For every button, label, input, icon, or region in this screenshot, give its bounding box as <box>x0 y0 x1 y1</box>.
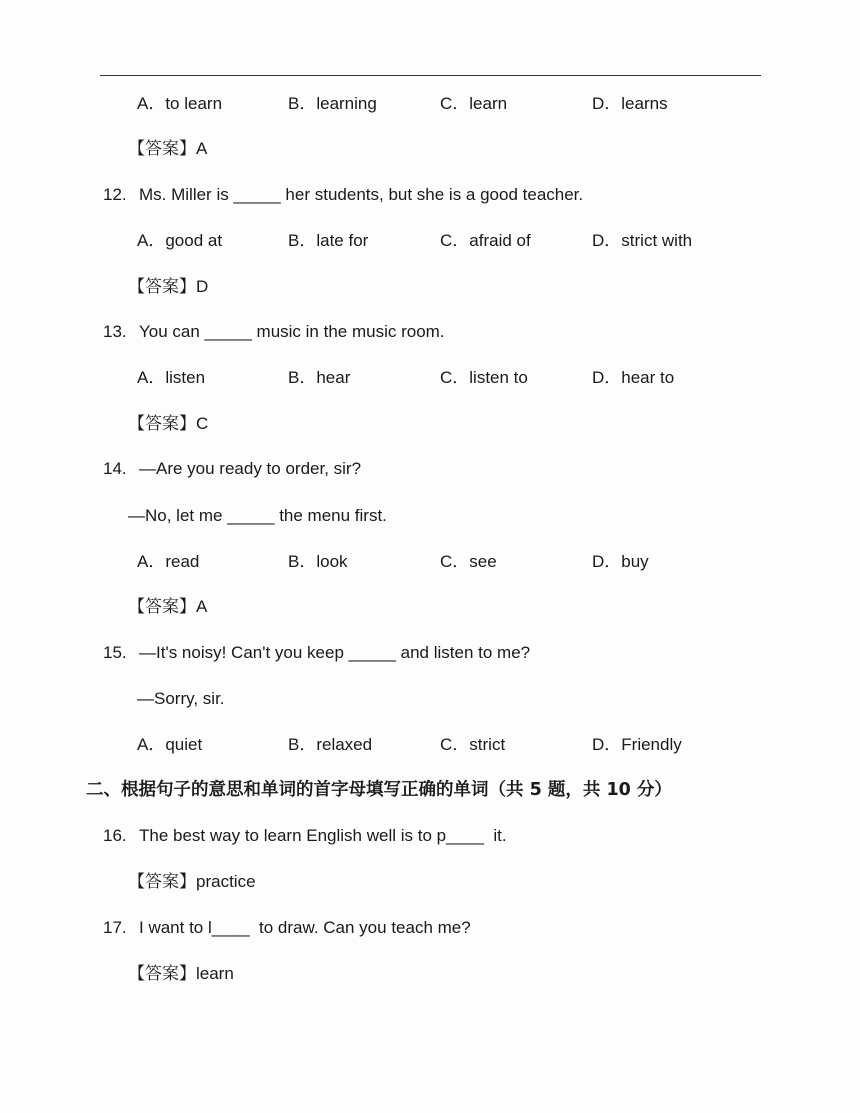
question-dialogue-line: —No, let me _____ the menu first. <box>128 506 387 525</box>
answer-value: D <box>196 277 209 296</box>
answer-value: practice <box>196 872 256 891</box>
question-stem <box>103 826 507 846</box>
option-b: B．hear <box>288 368 351 387</box>
option-d: D．Friendly <box>592 735 682 754</box>
question-stem <box>103 459 361 479</box>
option-c: C．see <box>440 552 497 571</box>
answer-line <box>128 414 208 434</box>
answer-tag: 【答案】 <box>128 139 196 159</box>
option-c: C．strict <box>440 735 506 754</box>
question-dialogue-line: —Sorry, sir. <box>137 689 225 708</box>
question-text: Ms. Miller is _____ her students, but she is a good teacher. <box>139 185 584 204</box>
header-rule <box>100 75 761 76</box>
question-stem <box>103 918 471 938</box>
option-d: D．strict with <box>592 231 693 250</box>
question-text: You can _____ music in the music room. <box>139 322 445 341</box>
answer-value: learn <box>196 964 234 983</box>
option-c: C．listen to <box>440 368 528 387</box>
answer-tag: 【答案】 <box>128 964 196 984</box>
question-text: I want to l____ to draw. Can you teach me? <box>139 918 471 937</box>
question-number: 12. <box>103 185 127 204</box>
option-a: A．good at <box>137 231 223 250</box>
option-c: C．learn <box>440 94 508 113</box>
answer-line <box>128 964 234 984</box>
option-b: B．look <box>288 552 348 571</box>
option-a: A．listen <box>137 368 206 387</box>
option-b: B．relaxed <box>288 735 373 754</box>
answer-tag: 【答案】 <box>128 872 196 892</box>
answer-line <box>128 277 208 297</box>
option-a: A．read <box>137 552 200 571</box>
question-number: 14. <box>103 459 127 478</box>
option-a: A．quiet <box>137 735 203 754</box>
question-text: —Are you ready to order, sir? <box>139 459 362 478</box>
question-text: —It's noisy! Can't you keep _____ and listen to me? <box>139 643 531 662</box>
question-text: The best way to learn English well is to p____ it. <box>139 826 507 845</box>
answer-tag: 【答案】 <box>128 277 196 297</box>
answer-value: C <box>196 414 209 433</box>
question-number: 17. <box>103 918 127 937</box>
section-heading: 二、根据句子的意思和单词的首字母填写正确的单词（共 5 题，共 10 分） <box>86 780 672 800</box>
answer-tag: 【答案】 <box>128 414 196 434</box>
option-d: D．buy <box>592 552 649 571</box>
option-b: B．learning <box>288 94 377 113</box>
question-stem <box>103 643 530 663</box>
option-c: C．afraid of <box>440 231 531 250</box>
answer-tag: 【答案】 <box>128 597 196 617</box>
option-d: D．hear to <box>592 368 675 387</box>
option-d: D．learns <box>592 94 668 113</box>
option-b: B．late for <box>288 231 369 250</box>
answer-value: A <box>196 597 208 616</box>
question-number: 13. <box>103 322 127 341</box>
option-a: A．to learn <box>137 94 223 113</box>
answer-value: A <box>196 139 208 158</box>
answer-line <box>128 597 207 617</box>
question-stem <box>103 322 445 342</box>
answer-line <box>128 139 207 159</box>
question-number: 16. <box>103 826 127 845</box>
question-number: 15. <box>103 643 127 662</box>
answer-line <box>128 872 256 892</box>
question-stem <box>103 185 583 205</box>
